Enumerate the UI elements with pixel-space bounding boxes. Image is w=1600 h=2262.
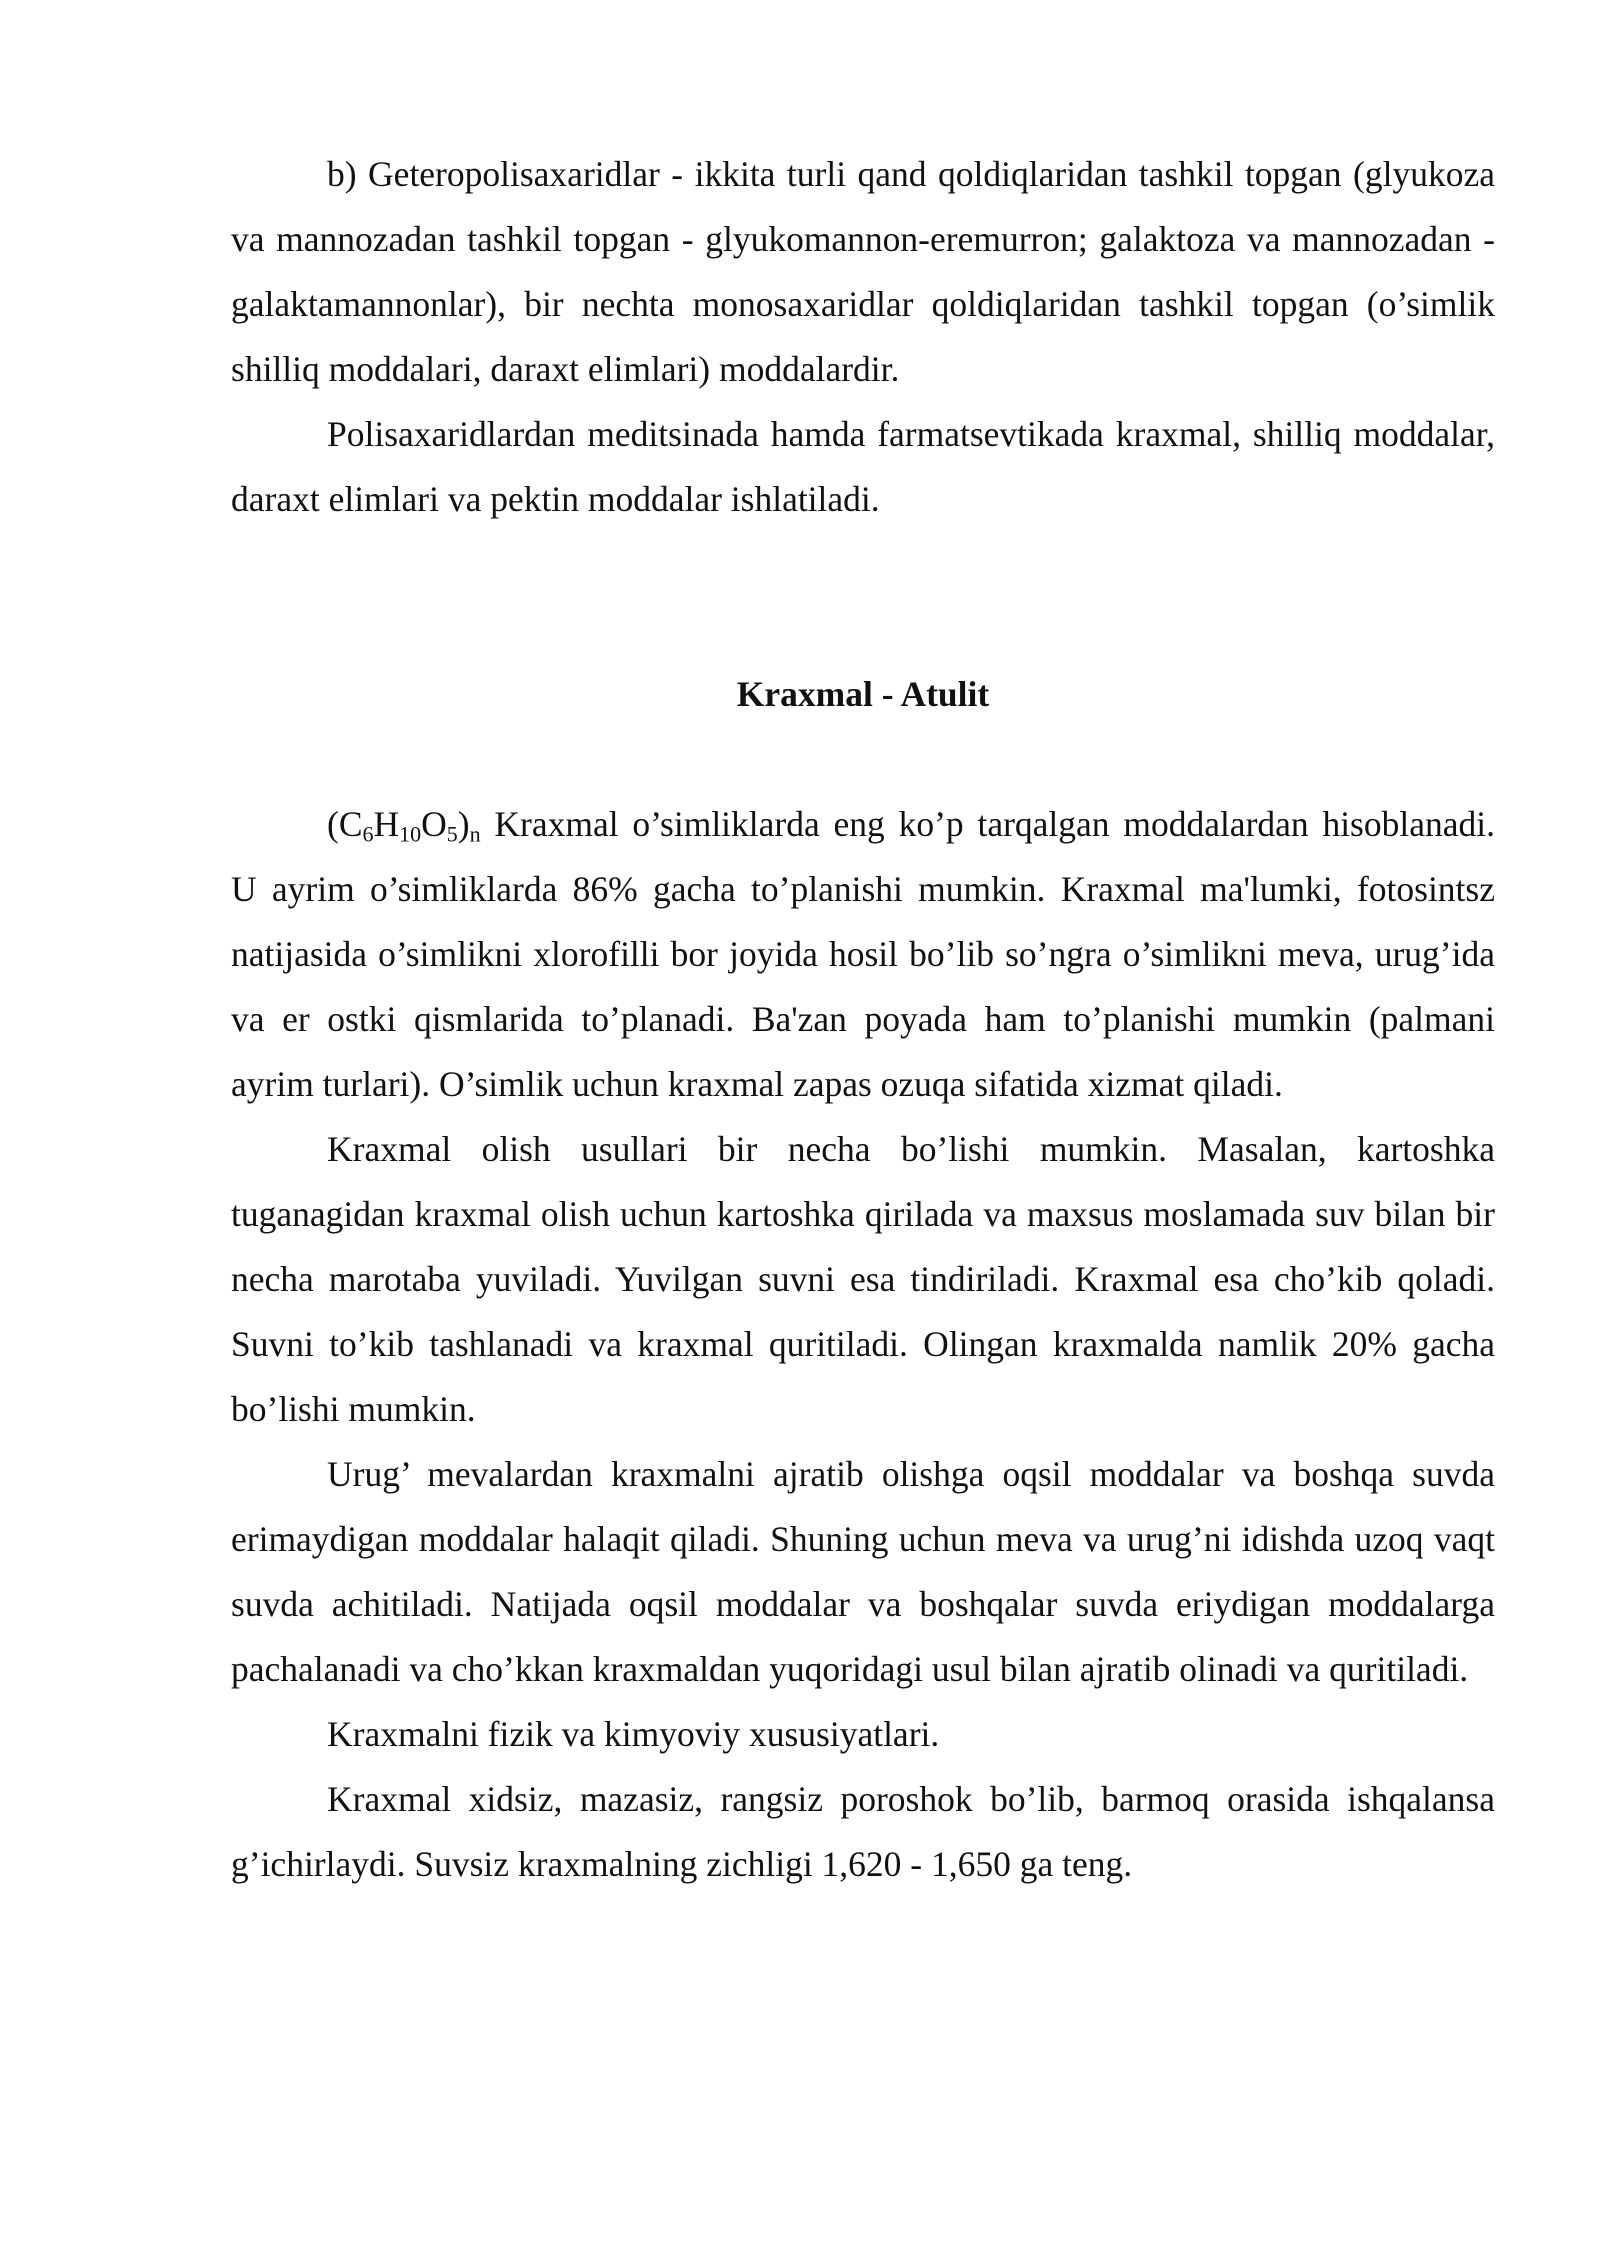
- paragraph-polysaccharides-usage: Polisaxaridlardan meditsinada hamda farmatsevtikada kraxmal, shilliq moddalar, daraxt elimlari va pektin moddalar ishlatiladi.: [231, 414, 1495, 519]
- paragraph-seed-extraction: Urug’ mevalardan kraxmalni ajratib olishga oqsil moddalar va boshqa suvda erimaydigan moddalar halaqit qiladi. Shuning uchun meva va urug’ni idishda uzoq vaqt suvda achitiladi. Natijada oqsil moddalar va boshqalar suvda eriydigan moddalarga pachalanadi va cho’kkan kraxmaldan yuqoridagi usul bilan ajratib olinadi va quritiladi.: [231, 1454, 1495, 1689]
- paragraph-starch-extraction: Kraxmal olish usullari bir necha bo’lishi mumkin. Masalan, kartoshka tuganagidan kraxmal olish uchun kartoshka qirilada va maxsus moslamada suv bilan bir necha marotaba yuviladi. Yuvilgan suvni esa tindiriladi. Kraxmal esa cho’kib qoladi. Suvni to’kib tashlanadi va kraxmal quritiladi. Olingan kraxmalda namlik 20% gacha bo’lishi mumkin.: [231, 1129, 1495, 1429]
- paragraph-properties-heading: Kraxmalni fizik va kimyoviy xususiyatlari.: [327, 1714, 940, 1754]
- paragraph-starch-intro-text: Kraxmal o’simliklarda eng ko’p tarqalgan moddalardan hisoblanadi. U ayrim o’simliklarda 86% gacha to’planishi mumkin. Kraxmal ma'lumki, fotosintsz natijasida o’simlikni xlorofilli bor joyida hosil bo’lib so’ngra o’simlikni meva, urug’ida va er ostki qismlarida to’planadi. Ba'zan poyada ham to’planishi mumkin (palmani ayrim turlari). O’simlik uchun kraxmal zapas ozuqa sifatida xizmat qiladi.: [231, 804, 1495, 1104]
- paragraph-starch-properties: Kraxmal xidsiz, mazasiz, rangsiz poroshok bo’lib, barmoq orasida ishqalansa g’ichirlaydi. Suvsiz kraxmalning zichligi 1,620 - 1,650 ga teng.: [231, 1779, 1495, 1884]
- paragraph-heteropolysaccharides: b) Geteropolisaxaridlar - ikkita turli qand qoldiqlaridan tashkil topgan (glyukoza va mannozadan tashkil topgan - glyukomannon-eremurron; galaktoza va mannozadan - galaktamannonlar), bir nechta monosaxaridlar qoldiqlaridan tashkil topgan (o’simlik shilliq moddalari, daraxt elimlari) moddalardir.: [231, 154, 1495, 389]
- document-page: [231, 142, 1495, 1897]
- paragraph-starch-intro: [231, 792, 1495, 1117]
- starch-formula: $(C_6H_{10}O_5)_n$: [327, 804, 481, 847]
- section-title: Kraxmal - Atulit: [736, 674, 990, 714]
